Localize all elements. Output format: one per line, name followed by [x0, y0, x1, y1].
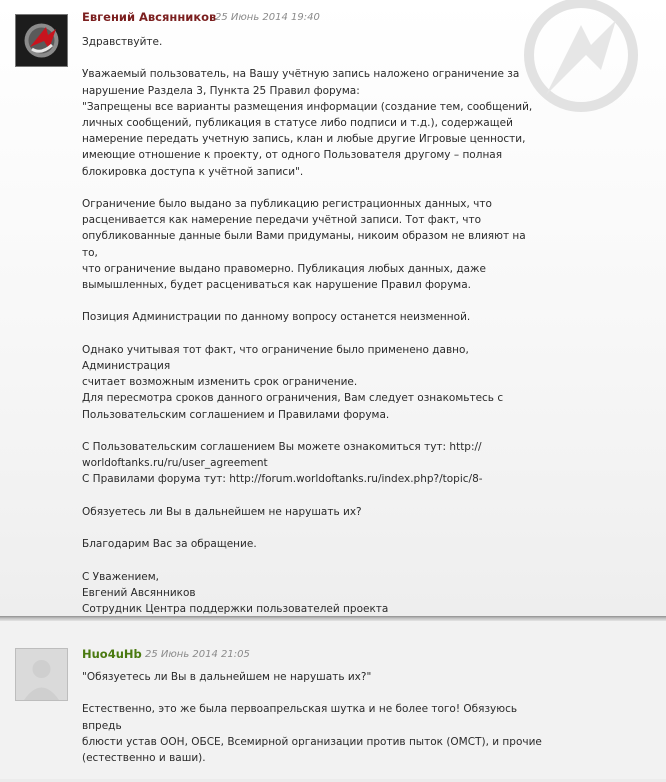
- agreement-prefix: С Пользовательским соглашением Вы можете ознакомиться тут:: [82, 441, 450, 453]
- wargaming-logo-icon: [16, 15, 67, 66]
- paragraph-position: Позиция Администрации по данному вопросу останется неизменной.: [82, 311, 471, 324]
- staff-avatar[interactable]: [15, 14, 68, 67]
- rules-prefix: С Правилами форума тут:: [82, 473, 230, 486]
- paragraph-question: Обязуетесь ли Вы в дальнейшем не нарушать их?: [82, 505, 362, 518]
- paragraph-reason: Ограничение было выдано за публикацию регистрационных данных, что расценивается как намерение передачи учётной записи. Тот факт, что опубликованные данные были Вами придуманы, никоим образом не влияют на то, что ограничение выдано правомерно. Публикация любых данных, даже вымышленных, будет расцениваться как нарушение Правил форума.: [82, 198, 526, 292]
- post-author-user[interactable]: Huo4uHb: [82, 647, 142, 661]
- post-body: [82, 34, 542, 650]
- post-body: [82, 669, 542, 782]
- paragraph-greeting: Здравствуйте.: [82, 36, 163, 48]
- post-date: 25 Июнь 2014 19:40: [215, 12, 320, 23]
- paragraph-thanks: Благодарим Вас за обращение.: [82, 538, 257, 551]
- forum-rules-link[interactable]: http://forum.worldoftanks.ru/index.php?/topic/8-: [229, 473, 483, 486]
- user-post: [0, 621, 666, 779]
- default-avatar-icon: [16, 649, 67, 700]
- paragraph-quote: "Обязуетесь ли Вы в дальнейшем не нарушать их?": [82, 671, 372, 683]
- paragraph-links: [82, 439, 542, 488]
- user-avatar[interactable]: [15, 648, 68, 701]
- post-date: 25 Июнь 2014 21:05: [145, 649, 250, 660]
- paragraph-violation: Уважаемый пользователь, на Вашу учётную запись наложено ограничение за нарушение Раздела 3, Пункта 25 Правил форума: "Запрещены все варианты размещения информации (создание тем, сообщений, личных сообщений, публикация в статусе либо подписи и т.д.), содержащей намерение передать учетную запись, клан и любые другие Игровые ценности, имеющие отношение к проекту, от одного Пользователя другому – полная блокировка доступа к учётной записи".: [82, 68, 533, 178]
- paragraph-reply: Естественно, это же была первоапрельская шутка и не более того! Обязуюсь впредь блюсти устав ООН, ОБСЕ, Всемирной организации против пыток (ОМСТ), и прочие (естественно и ваши).: [82, 703, 542, 764]
- signature: С Уважением, Евгений Авсянников Сотрудник Центра поддержки пользователей проекта: [82, 570, 389, 615]
- post-author-staff[interactable]: Евгений Авсянников: [82, 10, 217, 24]
- paragraph-review: Однако учитывая тот факт, что ограничение было применено давно, Администрация считает возможным изменить срок ограничение. Для пересмотра сроков данного ограничения, Вам следует ознакомьтесь с Пользовательским соглашением и Правилами форума.: [82, 343, 504, 421]
- user-agreement-link[interactable]: http:// worldoftanks.ru/ru/user_agreement: [82, 441, 482, 470]
